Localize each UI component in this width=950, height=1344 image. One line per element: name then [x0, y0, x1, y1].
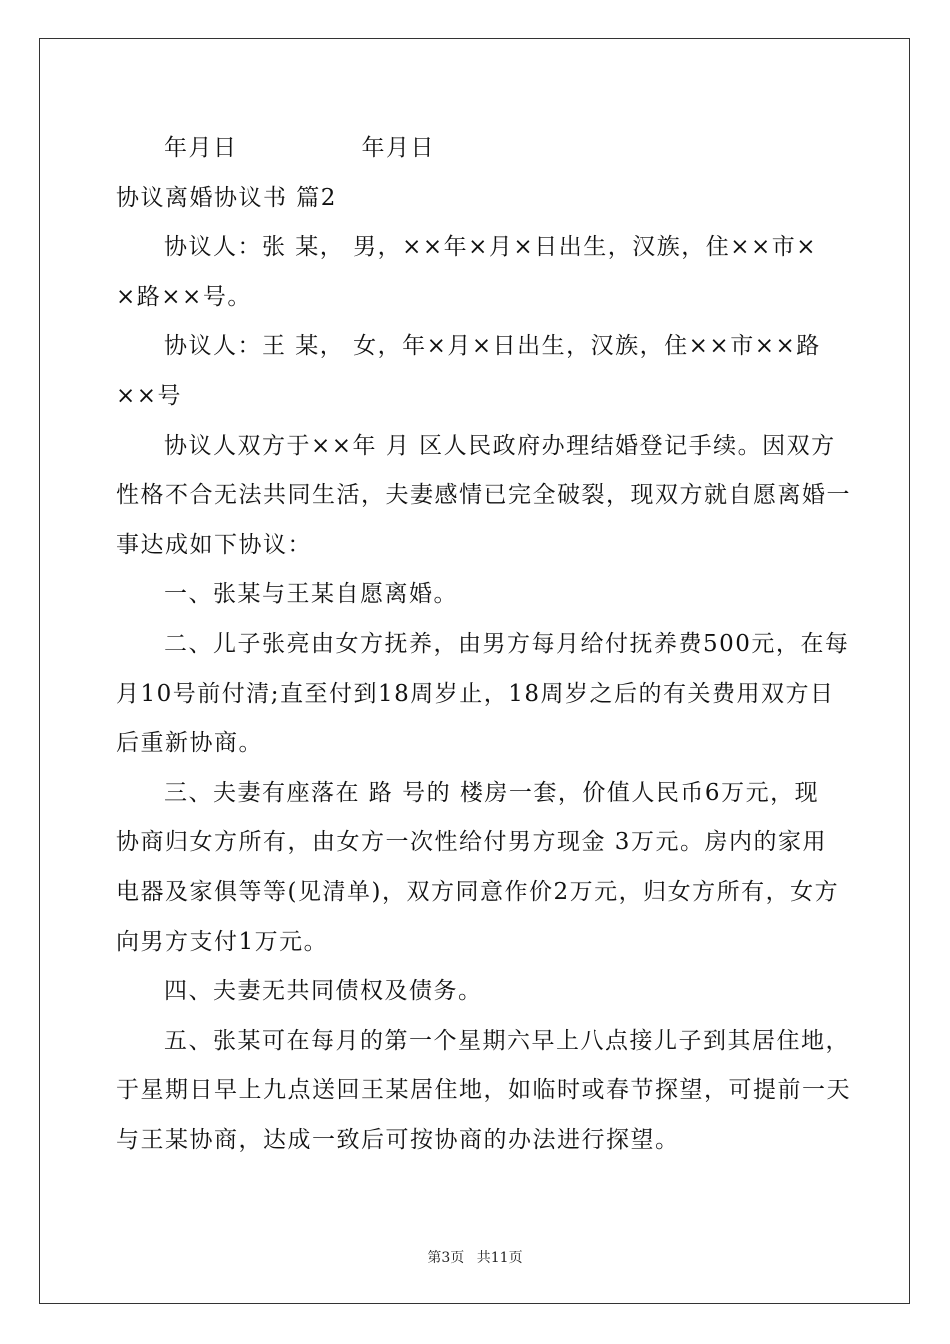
paragraph	[116, 223, 836, 322]
paragraph-line: ×路××号。	[116, 283, 252, 310]
paragraph-line: 后重新协商。	[116, 730, 263, 757]
paragraph-line: 协议人双方于××年 月 区人民政府办理结婚登记手续。因双方	[164, 432, 836, 459]
paragraph	[116, 967, 836, 1017]
paragraph-line: 与王某协商，达成一致后可按协商的办法进行探望。	[116, 1126, 680, 1153]
paragraph	[116, 570, 836, 620]
date-left: 年月日	[164, 135, 238, 161]
paragraph-line: ××号	[116, 382, 183, 409]
paragraph	[116, 322, 836, 421]
date-line	[116, 124, 836, 174]
paragraph-line: 月10号前付清;直至付到18周岁止，18周岁之后的有关费用双方日	[116, 680, 835, 707]
paragraph-line: 协议人：王 某， 女，年×月×日出生，汉族，住××市××路	[164, 333, 821, 360]
paragraph-line: 电器及家俱等等(见清单)，双方同意作价2万元，归女方所有，女方	[116, 878, 840, 905]
paragraph-line: 性格不合无法共同生活，夫妻感情已完全破裂，现双方就自愿离婚一	[116, 482, 851, 509]
paragraph-list	[116, 223, 851, 1165]
paragraph-line: 三、夫妻有座落在 路 号的 楼房一套，价值人民币6万元，现	[164, 779, 820, 806]
paragraph-line: 五、张某可在每月的第一个星期六早上八点接儿子到其居住地，	[164, 1027, 850, 1054]
page-number: 第3页	[427, 1250, 465, 1266]
paragraph-line: 一、张某与王某自愿离婚。	[164, 581, 458, 608]
paragraph-line: 事达成如下协议：	[116, 531, 312, 558]
paragraph	[116, 422, 851, 571]
paragraph	[116, 769, 840, 967]
paragraph-line: 向男方支付1万元。	[116, 928, 329, 955]
document-body	[116, 124, 851, 1165]
section-heading: 协议离婚协议书 篇2	[116, 184, 337, 211]
date-right: 年月日	[361, 135, 435, 161]
paragraph-line: 协商归女方所有，由女方一次性给付男方现金 3万元。房内的家用	[116, 829, 827, 856]
paragraph	[116, 1017, 851, 1166]
page-footer	[0, 1247, 950, 1267]
paragraph	[116, 620, 850, 769]
paragraph-line: 于星期日早上九点送回王某居住地，如临时或春节探望，可提前一天	[116, 1077, 851, 1104]
page-total: 共11页	[476, 1250, 523, 1266]
paragraph-line: 四、夫妻无共同债权及债务。	[164, 978, 483, 1005]
paragraph-line: 协议人：张 某， 男，××年×月×日出生，汉族，住××市×	[164, 234, 818, 261]
paragraph-line: 二、儿子张亮由女方抚养，由男方每月给付抚养费500元，在每	[164, 630, 850, 657]
